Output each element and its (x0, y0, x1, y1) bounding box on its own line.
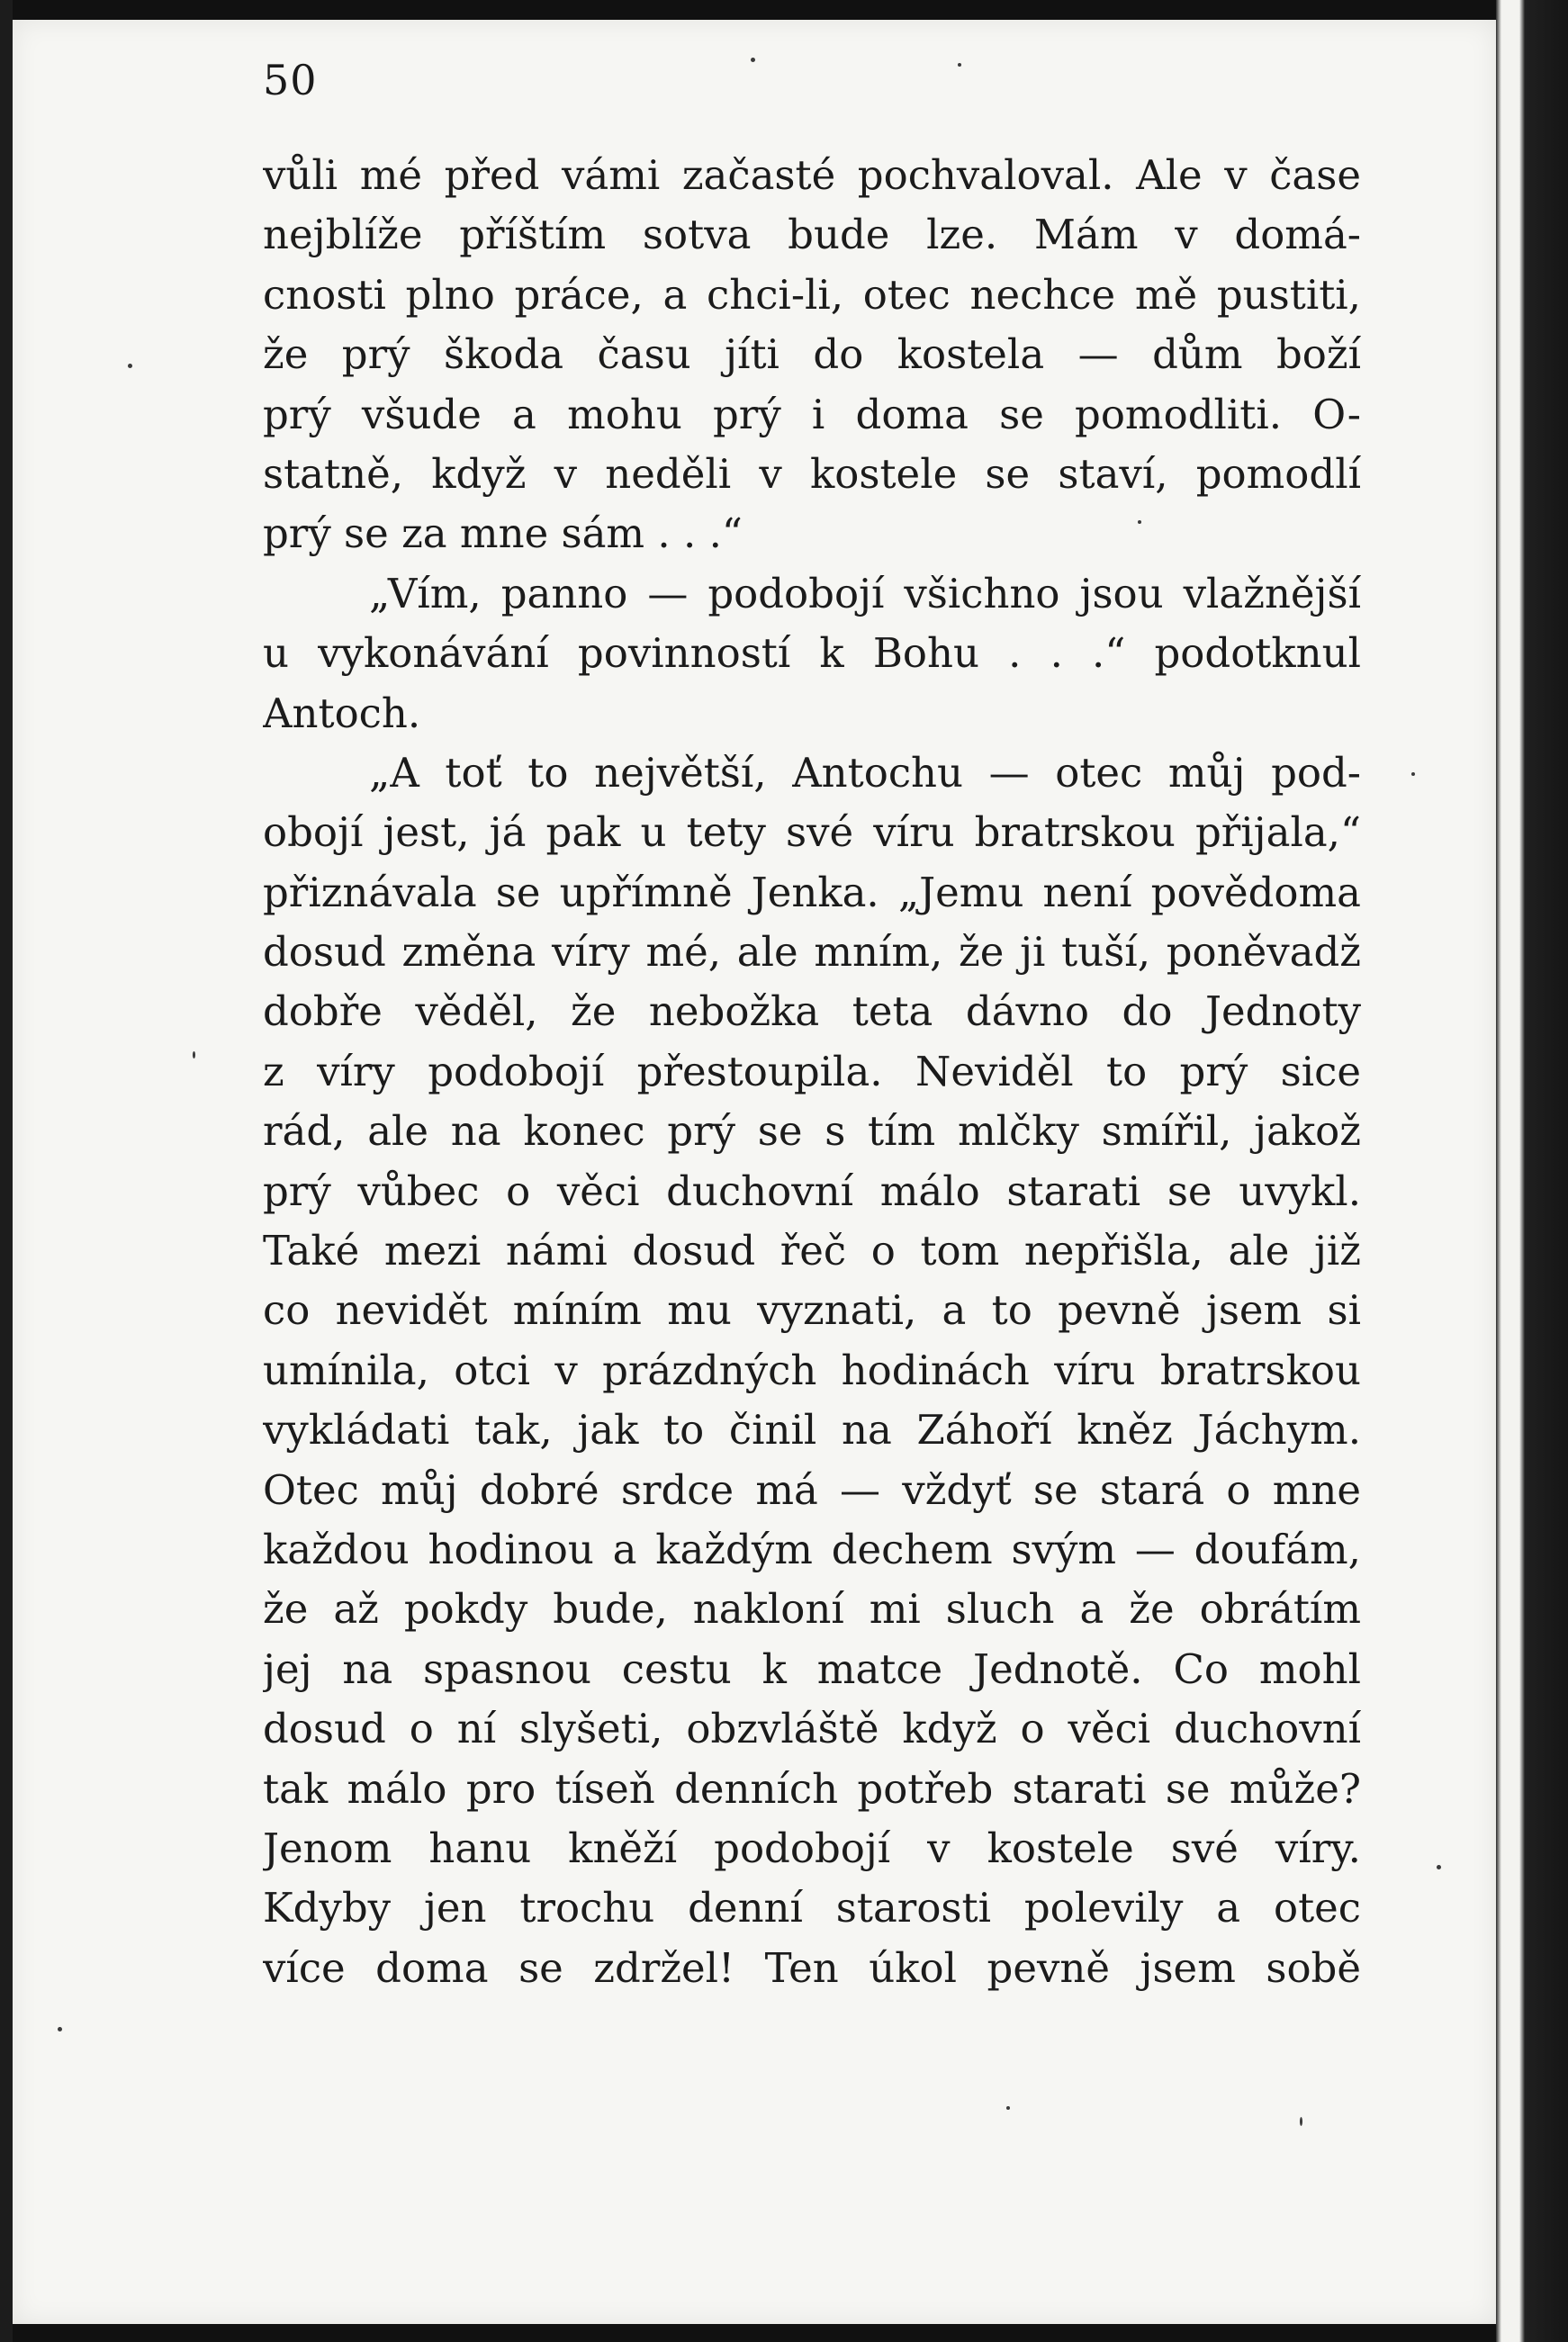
text-line: co nevidět míním mu vyznati, a to pevně jsem si (263, 1286, 1361, 1335)
text-line: dobře věděl, že nebožka teta dávno do Jednoty (263, 987, 1361, 1036)
text-line: Také mezi námi dosud řeč o tom nepřišla, ale již (263, 1227, 1361, 1275)
body-text (263, 146, 1361, 1998)
text-line: Jenom hanu kněží podobojí v kostele své víry. (263, 1824, 1361, 1872)
text-line: vůli mé před vámi začasté pochvaloval. Ale v čase (263, 151, 1361, 199)
text-line: že prý škoda času jíti do kostela — dům boží (263, 330, 1361, 379)
paper-speck (128, 364, 132, 368)
left-binding-edge (0, 0, 13, 2342)
text-line: „A toť to největší, Antochu — otec můj pod- (369, 748, 1361, 797)
text-line: cnosti plno práce, a chci-li, otec nechce mě pustiti, (263, 270, 1361, 319)
text-line: tak málo pro tíseň denních potřeb starati se může? (263, 1764, 1361, 1813)
text-line: obojí jest, já pak u tety své víru bratrskou přijala,“ (263, 808, 1361, 857)
paper-speck (751, 58, 755, 62)
text-line: prý všude a mohu prý i doma se pomodliti. O- (263, 390, 1361, 438)
text-line: umínila, otci v prázdných hodinách víru bratrskou (263, 1346, 1361, 1394)
text-line: Antoch. (263, 689, 421, 737)
text-line: dosud změna víry mé, ale mním, že ji tuší, poněvadž (263, 928, 1361, 977)
text-line: rád, ale na konec prý se s tím mlčky smířil, jakož (263, 1107, 1361, 1156)
paper-speck (1300, 2117, 1302, 2126)
text-line: více doma se zdržel! Ten úkol pevně jsem sobě (263, 1943, 1361, 1992)
text-line: Kdyby jen trochu denní starosti polevily a otec (263, 1884, 1361, 1932)
text-line: statně, když v neděli v kostele se staví, pomodlí (263, 449, 1361, 498)
text-line: vykládati tak, jak to činil na Záhoří kněz Jáchym. (263, 1406, 1361, 1455)
text-line: prý vůbec o věci duchovní málo starati se uvykl. (263, 1166, 1361, 1215)
paper-speck (1411, 772, 1415, 776)
text-line: nejblíže příštím sotva bude lze. Mám v domá- (263, 211, 1361, 259)
text-line: každou hodinou a každým dechem svým — doufám, (263, 1525, 1361, 1573)
text-line: z víry podobojí přestoupila. Neviděl to prý sice (263, 1047, 1361, 1095)
text-line: u vykonávání povinností k Bohu . . .“ podotknul (263, 629, 1361, 678)
text-line: prý se za mne sám . . .“ (263, 509, 743, 558)
text-line: dosud o ní slyšeti, obzvláště když o věci duchovní (263, 1705, 1361, 1753)
paper-speck (193, 1051, 195, 1058)
next-page-edge (1496, 0, 1568, 2342)
paper-speck (58, 2027, 62, 2031)
paper-speck (1437, 1865, 1441, 1869)
page-number: 50 (263, 56, 318, 104)
paper-speck (958, 63, 961, 67)
text-line: „Vím, panno — podobojí všichno jsou vlažnější (369, 569, 1361, 617)
text-line: jej na spasnou cestu k matce Jednotě. Co mohl (263, 1644, 1361, 1693)
paper-speck (1006, 2106, 1010, 2110)
text-line: že až pokdy bude, nakloní mi sluch a že obrátím (263, 1585, 1361, 1634)
text-line: přiznávala se upřímně Jenka. „Jemu není povědoma (263, 868, 1361, 916)
text-line: Otec můj dobré srdce má — vždyť se stará o mne (263, 1465, 1361, 1514)
